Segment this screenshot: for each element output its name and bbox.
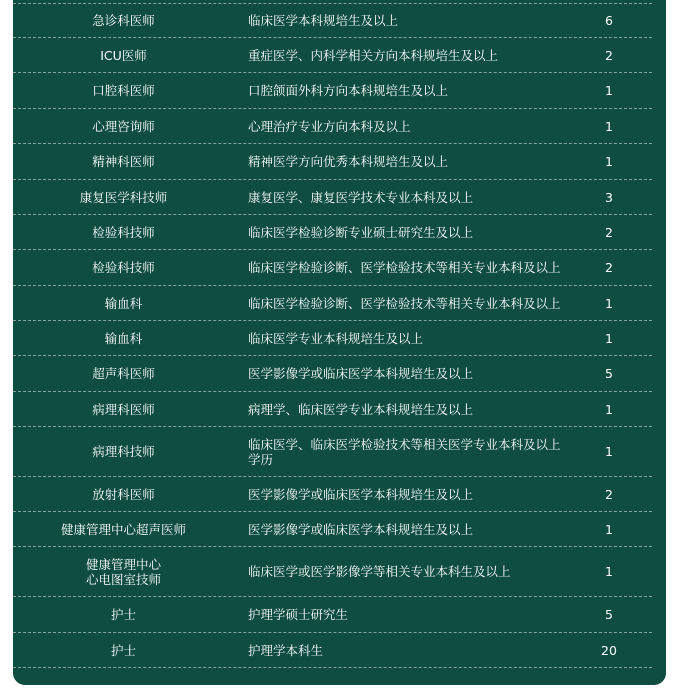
count-cell: 1	[605, 83, 613, 98]
requirement-cell	[234, 154, 566, 169]
table-row	[13, 286, 652, 321]
position-text: 超声科医师	[92, 366, 155, 381]
position-text: 健康管理中心	[85, 556, 161, 572]
table-row	[13, 144, 652, 180]
count-cell: 1	[605, 330, 613, 346]
position-text: 心理咨询师	[92, 118, 155, 134]
position-text: 检验科技师	[92, 224, 155, 240]
requirement-text: 口腔颌面外科方向本科规培生及以上	[248, 83, 449, 98]
table-row	[13, 3, 652, 38]
requirement-text: 临床医学专业本科规培生及以上	[248, 330, 424, 346]
position-text: 放射科医师	[92, 486, 155, 502]
table-row	[13, 250, 652, 286]
table-row	[13, 477, 652, 512]
position-text: 护士	[110, 642, 136, 658]
requirement-cell	[234, 13, 566, 28]
table-row	[13, 356, 652, 392]
requirement-text: 临床医学检验诊断、医学检验技术等相关专业本科及以上	[248, 295, 561, 311]
requirement-cell	[234, 564, 566, 579]
table-row	[13, 38, 652, 73]
requirement-text: 护理学本科生	[248, 642, 324, 658]
count-cell: 1	[605, 401, 613, 417]
requirement-text: 重症医学、内科学相关方向本科规培生及以上	[248, 47, 499, 63]
position-cell	[13, 487, 234, 502]
count-cell: 3	[605, 189, 613, 205]
table-row	[13, 73, 652, 109]
position-cell	[13, 13, 234, 28]
position-cell	[13, 154, 234, 169]
position-cell	[13, 607, 234, 622]
requirement-text: 病理学、临床医学专业本科规培生及以上	[248, 401, 474, 417]
requirement-text: 医学影像学或临床医学本科规培生及以上	[248, 366, 474, 381]
requirement-text: 临床医学、临床医学检验技术等相关医学专业本科及以上	[248, 436, 561, 452]
position-cell	[13, 190, 234, 205]
position-text: 输血科	[104, 295, 143, 311]
requirement-cell	[234, 607, 566, 622]
count-cell: 2	[605, 47, 613, 63]
requirement-cell	[234, 366, 566, 381]
count-cell: 1	[605, 154, 613, 169]
requirement-text: 医学影像学或临床医学本科规培生及以上	[248, 486, 474, 502]
requirement-cell	[234, 331, 566, 346]
requirement-text: 心理治疗专业方向本科及以上	[248, 118, 411, 134]
requirement-cell	[234, 402, 566, 417]
position-cell	[13, 366, 234, 381]
table-row	[13, 633, 652, 668]
position-text: 口腔科医师	[92, 83, 155, 98]
count-cell: 1	[605, 118, 613, 134]
requirement-text: 临床医学本科规培生及以上	[248, 13, 399, 28]
position-cell	[13, 557, 234, 587]
requirement-text: 临床医学检验诊断专业硕士研究生及以上	[248, 224, 474, 240]
position-cell	[13, 296, 234, 311]
position-text: 健康管理中心超声医师	[60, 521, 186, 537]
requirement-cell	[234, 83, 566, 98]
position-cell	[13, 402, 234, 417]
count-cell: 6	[605, 13, 613, 28]
table-row	[13, 547, 652, 597]
position-text: 康复医学科技师	[79, 189, 168, 205]
requirement-cell	[234, 119, 566, 134]
table-row	[13, 109, 652, 144]
requirement-text: 临床医学或医学影像学等相关专业本科生及以上	[248, 564, 511, 579]
position-text: 心电图室技师	[85, 571, 161, 587]
requirement-cell	[234, 190, 566, 205]
count-cell: 2	[605, 260, 613, 275]
position-text: 检验科技师	[92, 260, 155, 275]
position-cell	[13, 444, 234, 459]
table-row	[13, 392, 652, 427]
position-cell	[13, 83, 234, 98]
position-cell	[13, 48, 234, 63]
position-cell	[13, 119, 234, 134]
position-text: 病理科技师	[92, 444, 155, 459]
table-row	[13, 597, 652, 633]
requirement-cell	[234, 487, 566, 502]
requirement-text: 学历	[248, 451, 274, 467]
table-row	[13, 180, 652, 215]
requirement-cell	[234, 225, 566, 240]
position-cell	[13, 260, 234, 275]
requirement-cell	[234, 48, 566, 63]
position-cell	[13, 225, 234, 240]
position-text: 急诊科医师	[92, 13, 155, 28]
recruitment-table	[13, 3, 652, 668]
count-cell: 1	[605, 295, 613, 311]
requirement-cell	[234, 296, 566, 311]
count-cell: 5	[605, 366, 613, 381]
table-row	[13, 215, 652, 250]
requirement-cell	[234, 260, 566, 275]
requirement-text: 医学影像学或临床医学本科规培生及以上	[248, 521, 474, 537]
table-row	[13, 321, 652, 356]
position-text: 病理科医师	[92, 401, 155, 417]
count-cell: 2	[605, 486, 613, 502]
position-text: 护士	[110, 607, 136, 622]
requirement-cell	[234, 437, 566, 467]
count-cell: 5	[605, 607, 613, 622]
position-text: 输血科	[104, 330, 143, 346]
requirement-cell	[234, 643, 566, 658]
position-cell	[13, 522, 234, 537]
count-cell: 2	[605, 224, 613, 240]
requirement-text: 康复医学、康复医学技术专业本科及以上	[248, 189, 474, 205]
requirement-text: 临床医学检验诊断、医学检验技术等相关专业本科及以上	[248, 260, 561, 275]
position-text: 精神科医师	[92, 154, 155, 169]
count-cell: 1	[605, 564, 613, 579]
count-cell: 20	[601, 642, 617, 658]
requirement-cell	[234, 522, 566, 537]
count-cell: 1	[605, 521, 613, 537]
count-cell: 1	[605, 444, 613, 459]
requirement-text: 护理学硕士研究生	[248, 607, 349, 622]
position-cell	[13, 331, 234, 346]
requirement-text: 精神医学方向优秀本科规培生及以上	[248, 154, 449, 169]
table-row	[13, 427, 652, 477]
position-cell	[13, 643, 234, 658]
position-text: ICU医师	[100, 47, 147, 63]
table-row	[13, 512, 652, 547]
